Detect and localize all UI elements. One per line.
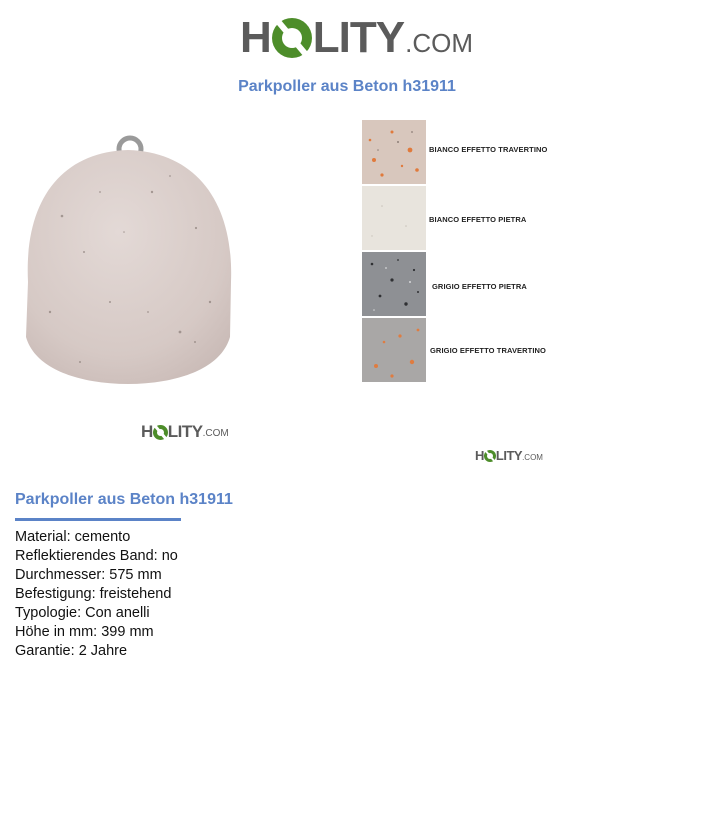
holity-o-icon <box>484 450 496 462</box>
page-title: Parkpoller aus Beton h31911 <box>238 78 456 95</box>
logo-text-lity: LITY <box>312 13 405 62</box>
swatch-grigio-pietra <box>362 252 426 316</box>
logo-text-tld: .COM <box>405 28 473 58</box>
holity-o-icon <box>272 18 312 58</box>
spec-item: Material: cemento <box>15 529 131 545</box>
swatch-bianco-pietra <box>362 186 426 250</box>
swatch-label: GRIGIO EFFETTO TRAVERTINO <box>430 346 546 355</box>
spec-item: Durchmesser: 575 mm <box>15 567 162 583</box>
swatch-bianco-travertino <box>362 120 426 184</box>
logo-text-h: H <box>240 13 271 62</box>
holity-logo[interactable] <box>240 12 473 64</box>
section-title: Parkpoller aus Beton h31911 <box>15 491 233 508</box>
section-divider <box>15 518 181 521</box>
bollard-body <box>26 150 231 384</box>
holity-logo-small: H LITY .COM <box>141 422 229 441</box>
spec-item: Garantie: 2 Jahre <box>15 643 128 659</box>
spec-item: Befestigung: freistehend <box>15 586 172 602</box>
spec-item: Typologie: Con anelli <box>15 605 150 621</box>
product-image <box>20 132 236 388</box>
swatch-grigio-travertino <box>362 318 426 382</box>
spec-item: Höhe in mm: 399 mm <box>15 624 154 640</box>
swatch-label: BIANCO EFFETTO PIETRA <box>429 215 527 224</box>
holity-logo-small: H LITY .COM <box>475 448 543 463</box>
swatch-label: BIANCO EFFETTO TRAVERTINO <box>429 145 548 154</box>
holity-o-icon <box>153 425 168 440</box>
spec-list <box>15 528 178 661</box>
swatch-label: GRIGIO EFFETTO PIETRA <box>432 282 527 291</box>
spec-item: Reflektierendes Band: no <box>15 548 178 564</box>
